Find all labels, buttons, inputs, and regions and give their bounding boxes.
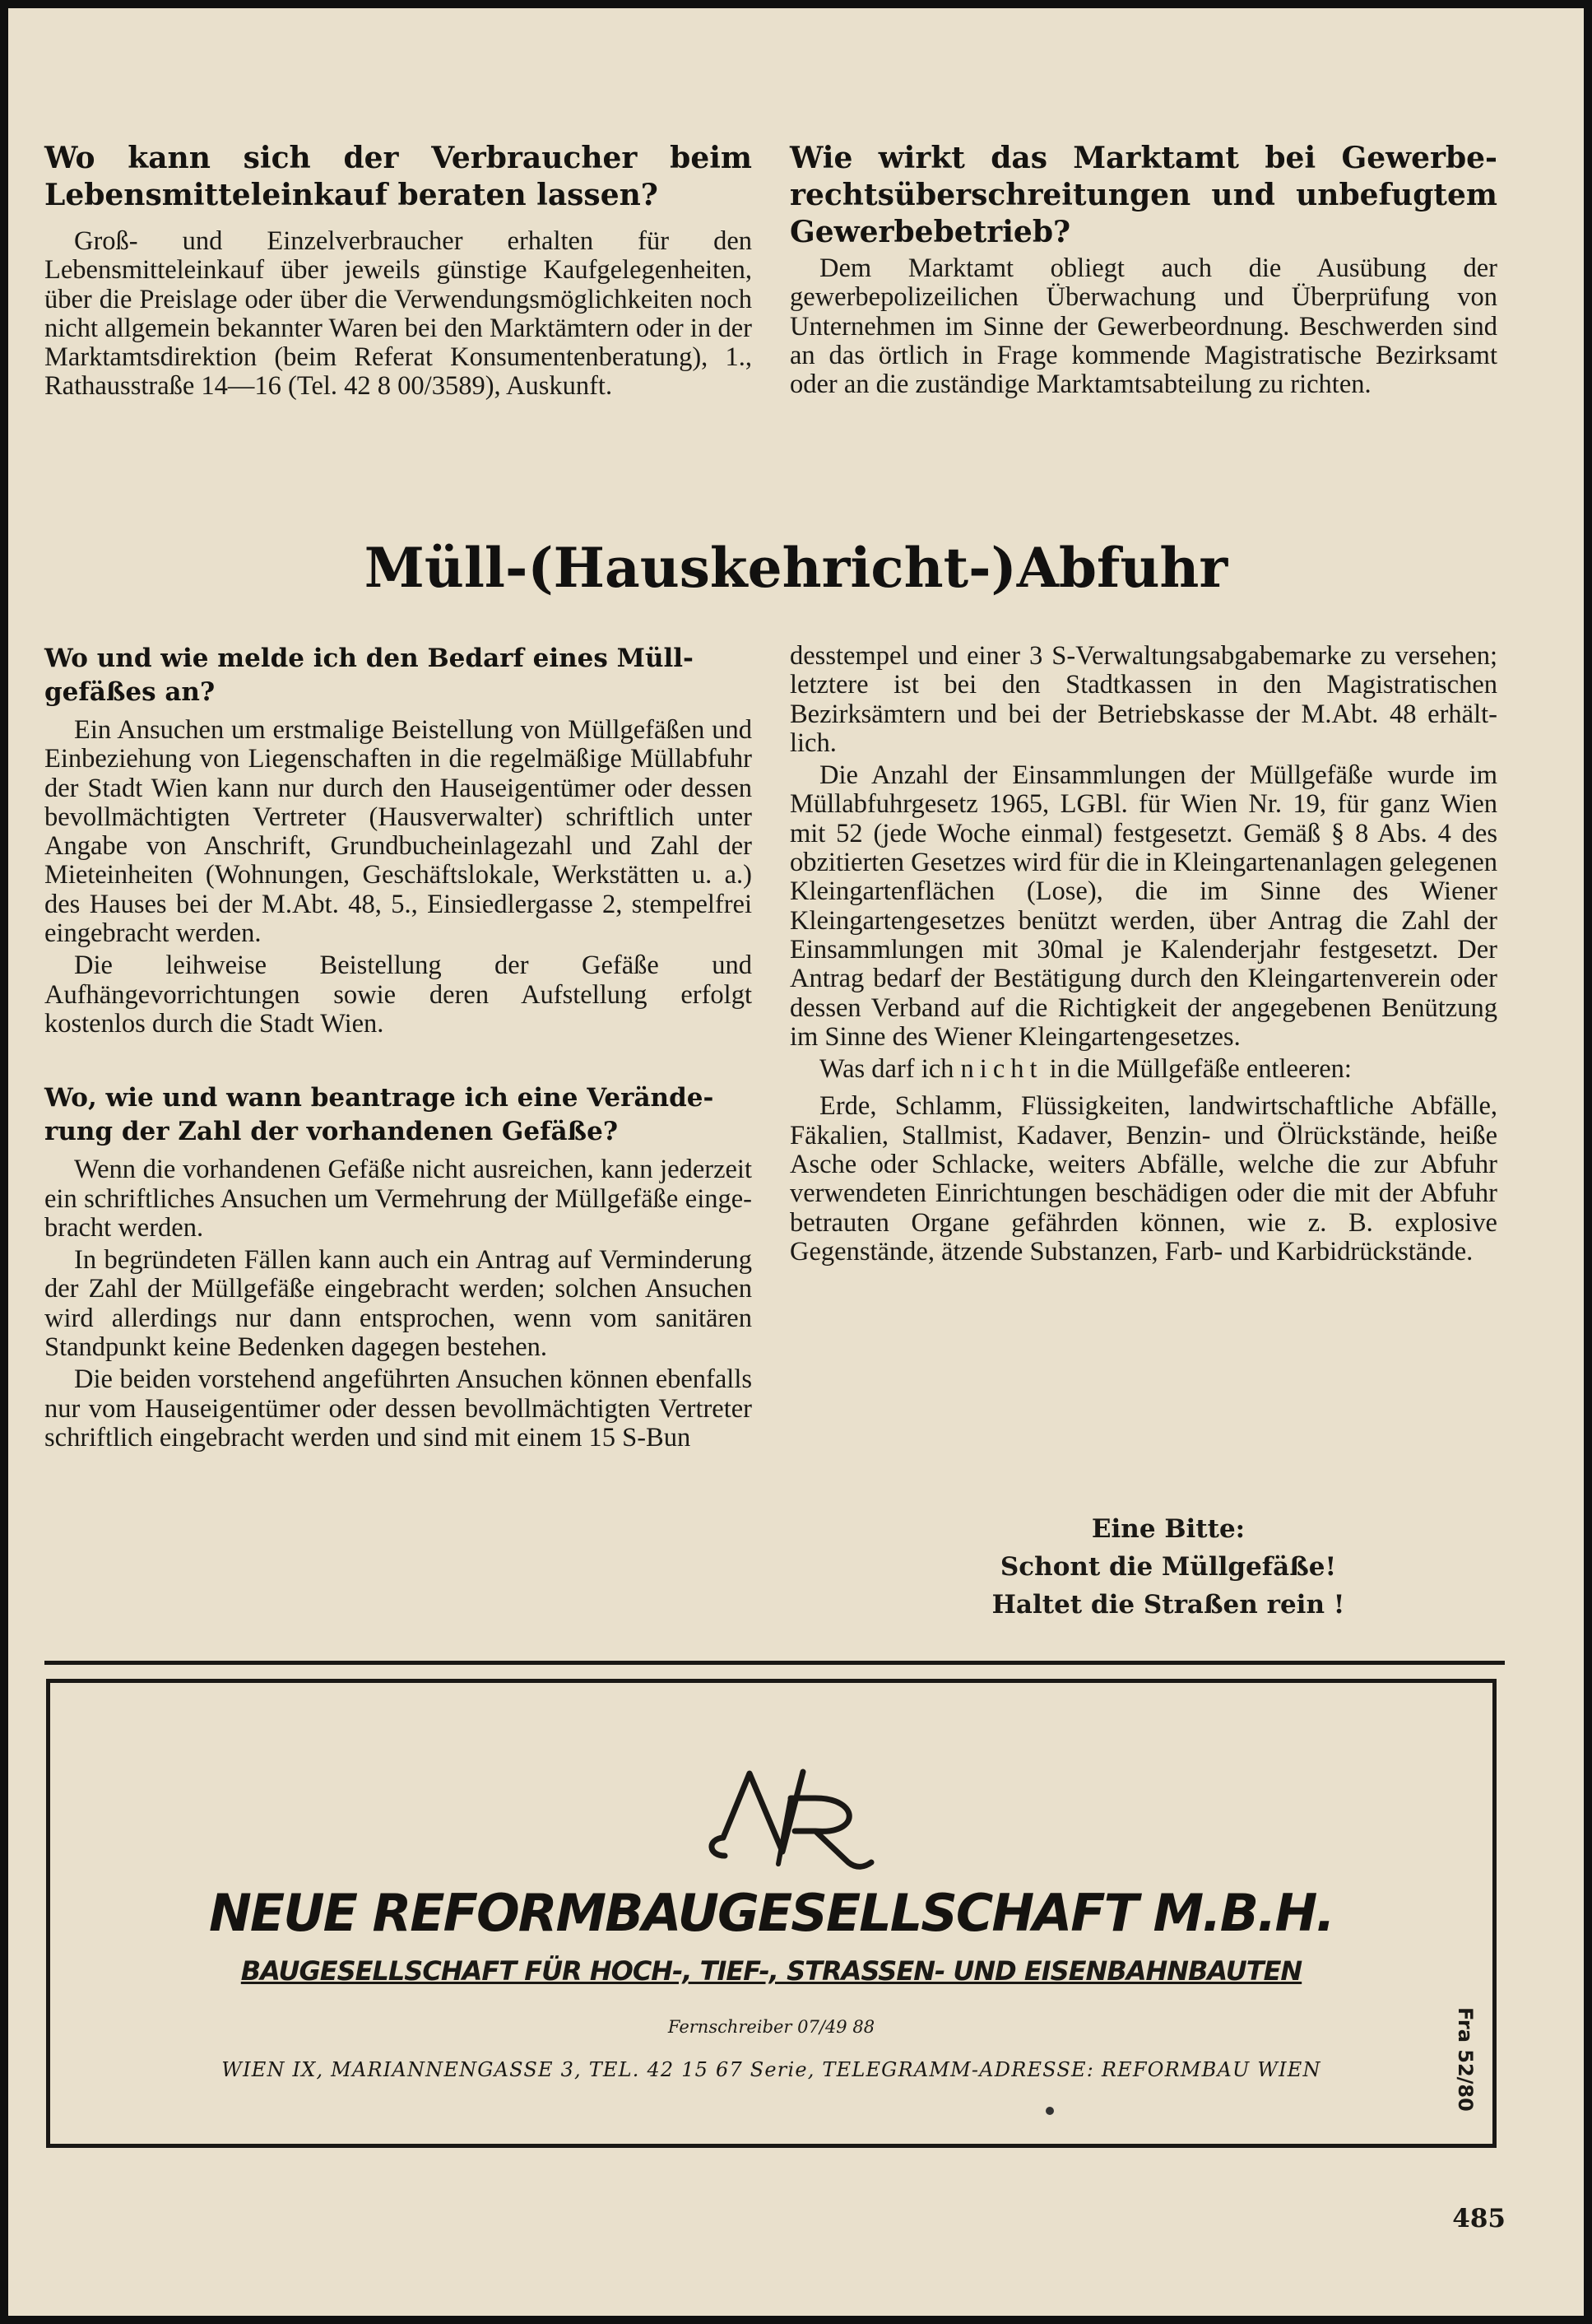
side-code bbox=[1441, 2007, 1490, 2144]
plea-line-3: Haltet die Straßen rein ! bbox=[991, 1590, 1345, 1620]
divider-rule bbox=[44, 1661, 1505, 1665]
plea-block bbox=[843, 1510, 1493, 1624]
paragraph-increase: Wenn die vorhandenen Gefäße nicht ausreichen, kann jederzeit ein schriftliches Ansuchen um Vermehrung der Müllgefäße eingebracht werden. bbox=[44, 1155, 752, 1243]
paragraph-consumer-advice: Groß- und Einzelverbraucher erhalten für den Lebensmitteleinkauf über jeweils günstige Kaufgelegenheiten, über die Preislage oder über die Verwendungsmöglichkeiten noch nicht allgemein bekannter Waren bei den Marktämtern oder in der Marktamtsdirektion (beim Referat Konsumentenberatung), 1., Rathausstraße 14—16 (Tel. 42 8 00/3589), Auskunft. bbox=[44, 226, 752, 402]
question-after: in die Müllgefäße entleeren: bbox=[1049, 1054, 1352, 1085]
decorative-dot bbox=[1046, 2107, 1054, 2115]
left-column bbox=[44, 642, 752, 1452]
page-number: 485 bbox=[1452, 2204, 1506, 2233]
paragraph-both-applications: Die beiden vorstehend angeführten Ansuchen können ebenfalls nur vom Hauseigentümer oder dessen bevollmächtigten Vertreter schriftlich eingebracht werden und sind mit einem 15 S-Bun bbox=[44, 1364, 752, 1452]
plea-line-1: Eine Bitte: bbox=[1091, 1514, 1246, 1544]
document-page bbox=[8, 8, 1584, 2316]
question-before: Was darf ich bbox=[819, 1054, 954, 1085]
paragraph-question-not bbox=[790, 1055, 1497, 1084]
company-address: WIEN IX, MARIANNENGASSE 3, TEL. 42 15 67 Serie, TELEGRAMM-ADRESSE: REFORMBAU WIEN bbox=[221, 2058, 1321, 2081]
top-right-article bbox=[790, 140, 1497, 399]
top-left-article bbox=[44, 140, 752, 402]
paragraph-decrease: In begründeten Fällen kann auch ein Antrag auf Verminderung der Zahl der Müllgefäße eingebracht werden; solchen Ansuchen wird allerdings nur dann entsprochen, wenn vom sanitären Standpunkt keine Bedenken dagegen bestehen. bbox=[44, 1245, 752, 1363]
paragraph-marktamt: Dem Marktamt obliegt auch die Ausübung der gewerbepolizeilichen Überwachung und Überprüfung von Unternehmen im Sinne der Gewerbeordnung. Beschwerden sind an das örtlich in Frage kommende Magistratische Bezirksamt oder an die zuständige Marktamtsabteilung zu richten. bbox=[790, 253, 1497, 400]
section-title: Müll-(Hauskehricht-)Abfuhr bbox=[364, 536, 1228, 600]
company-logo bbox=[692, 1765, 889, 1872]
paragraph-forbidden-items: Erde, Schlamm, Flüssigkeiten, landwirtschaftliche Abfälle, Fäkalien, Stallmist, Kadaver, Benzin- und Ölrückstände, heiße Asche oder Schlacke, weiters Abfälle, welche die zur Abfuhr verwendeten Einrichtungen beschädigen oder die mit der Abfuhr betrauten Organe gefährden können, wie z. B. explosive Gegenstände, ätzende Substanzen, Farb- und Karbidrückstände. bbox=[790, 1091, 1497, 1267]
heading-register-bin: Wo und wie melde ich den Bedarf eines Müllgefäßes an? bbox=[44, 644, 694, 707]
plea-line-2: Schont die Müllgefäße! bbox=[1000, 1552, 1337, 1582]
company-name: NEUE REFORMBAUGESELLSCHAFT M.B.H. bbox=[209, 1883, 1334, 1943]
company-subtitle: BAUGESELLSCHAFT FÜR HOCH-, TIEF-, STRASSEN- UND EISENBAHNBAUTEN bbox=[240, 1955, 1302, 1987]
heading-consumer-advice: Wo kann sich der Verbraucher beim Lebensmitteleinkauf beraten lassen? bbox=[44, 141, 752, 212]
paragraph-stamp: desstempel und einer 3 S-Verwaltungsabgabemarke zu versehen; letztere ist bei den Stadtkassen in den Magistratischen Bezirksämtern und bei der Betriebskasse der M.Abt. 48 erhältlich. bbox=[790, 641, 1497, 758]
advertisement-box bbox=[46, 1679, 1497, 2148]
paragraph-application: Ein Ansuchen um erstmalige Beistellung von Müllgefäßen und Einbeziehung von Liegenschaften in die regelmäßige Müllabfuhr der Stadt Wien kann nur durch den Hauseigentümer oder dessen bevollmächtigten Vertreter (Hausverwalter) schriftlich unter Angabe von Anschrift, Grundbucheinlagezahl und Zahl der Mieteinheiten (Wohnungen, Geschäftslokale, Werkstätten u. a.) des Hauses bei der M.Abt. 48, 5., Einsiedlergasse 2, stempelfrei eingebracht werden. bbox=[44, 715, 752, 949]
heading-change-number: Wo, wie und wann beantrage ich eine Veränderung der Zahl der vorhandenen Gefäße? bbox=[44, 1083, 714, 1147]
paragraph-collections: Die Anzahl der Einsammlungen der Müllgefäße wurde im Müllabfuhrgesetz 1965, LGBl. für Wien Nr. 19, für ganz Wien mit 52 (jede Woche einmal) festgesetzt. Gemäß § 8 Abs. 4 des obzitierten Gesetzes wird für die in Kleingartenanlagen gelegenen Kleingartenflächen (Lose), die im Sinne des Wiener Kleingartengesetzes benützt werden, über Antrag die Zahl der Einsammlungen mit 30mal je Kalenderjahr festgesetzt. Der Antrag bedarf der Bestätigung durch den Kleingartenverein oder dessen Verband auf die Richtigkeit der angegebenen Benützung im Sinne des Wiener Kleingartengesetzes. bbox=[790, 760, 1497, 1052]
paragraph-loan: Die leihweise Beistellung der Gefäße und Aufhängevorrichtungen sowie deren Aufstellung erfolgt kostenlos durch die Stadt Wien. bbox=[44, 951, 752, 1039]
right-column bbox=[790, 642, 1497, 1267]
question-spaced-word: nicht bbox=[960, 1054, 1043, 1085]
side-code-text: Fra 52/80 bbox=[1454, 2007, 1477, 2112]
heading-marktamt: Wie wirkt das Marktamt bei Gewerberechtsüberschreitungen und unbefugtem Gewerbebetrieb? bbox=[790, 141, 1497, 249]
fernschreiber: Fernschreiber 07/49 88 bbox=[667, 2017, 875, 2037]
